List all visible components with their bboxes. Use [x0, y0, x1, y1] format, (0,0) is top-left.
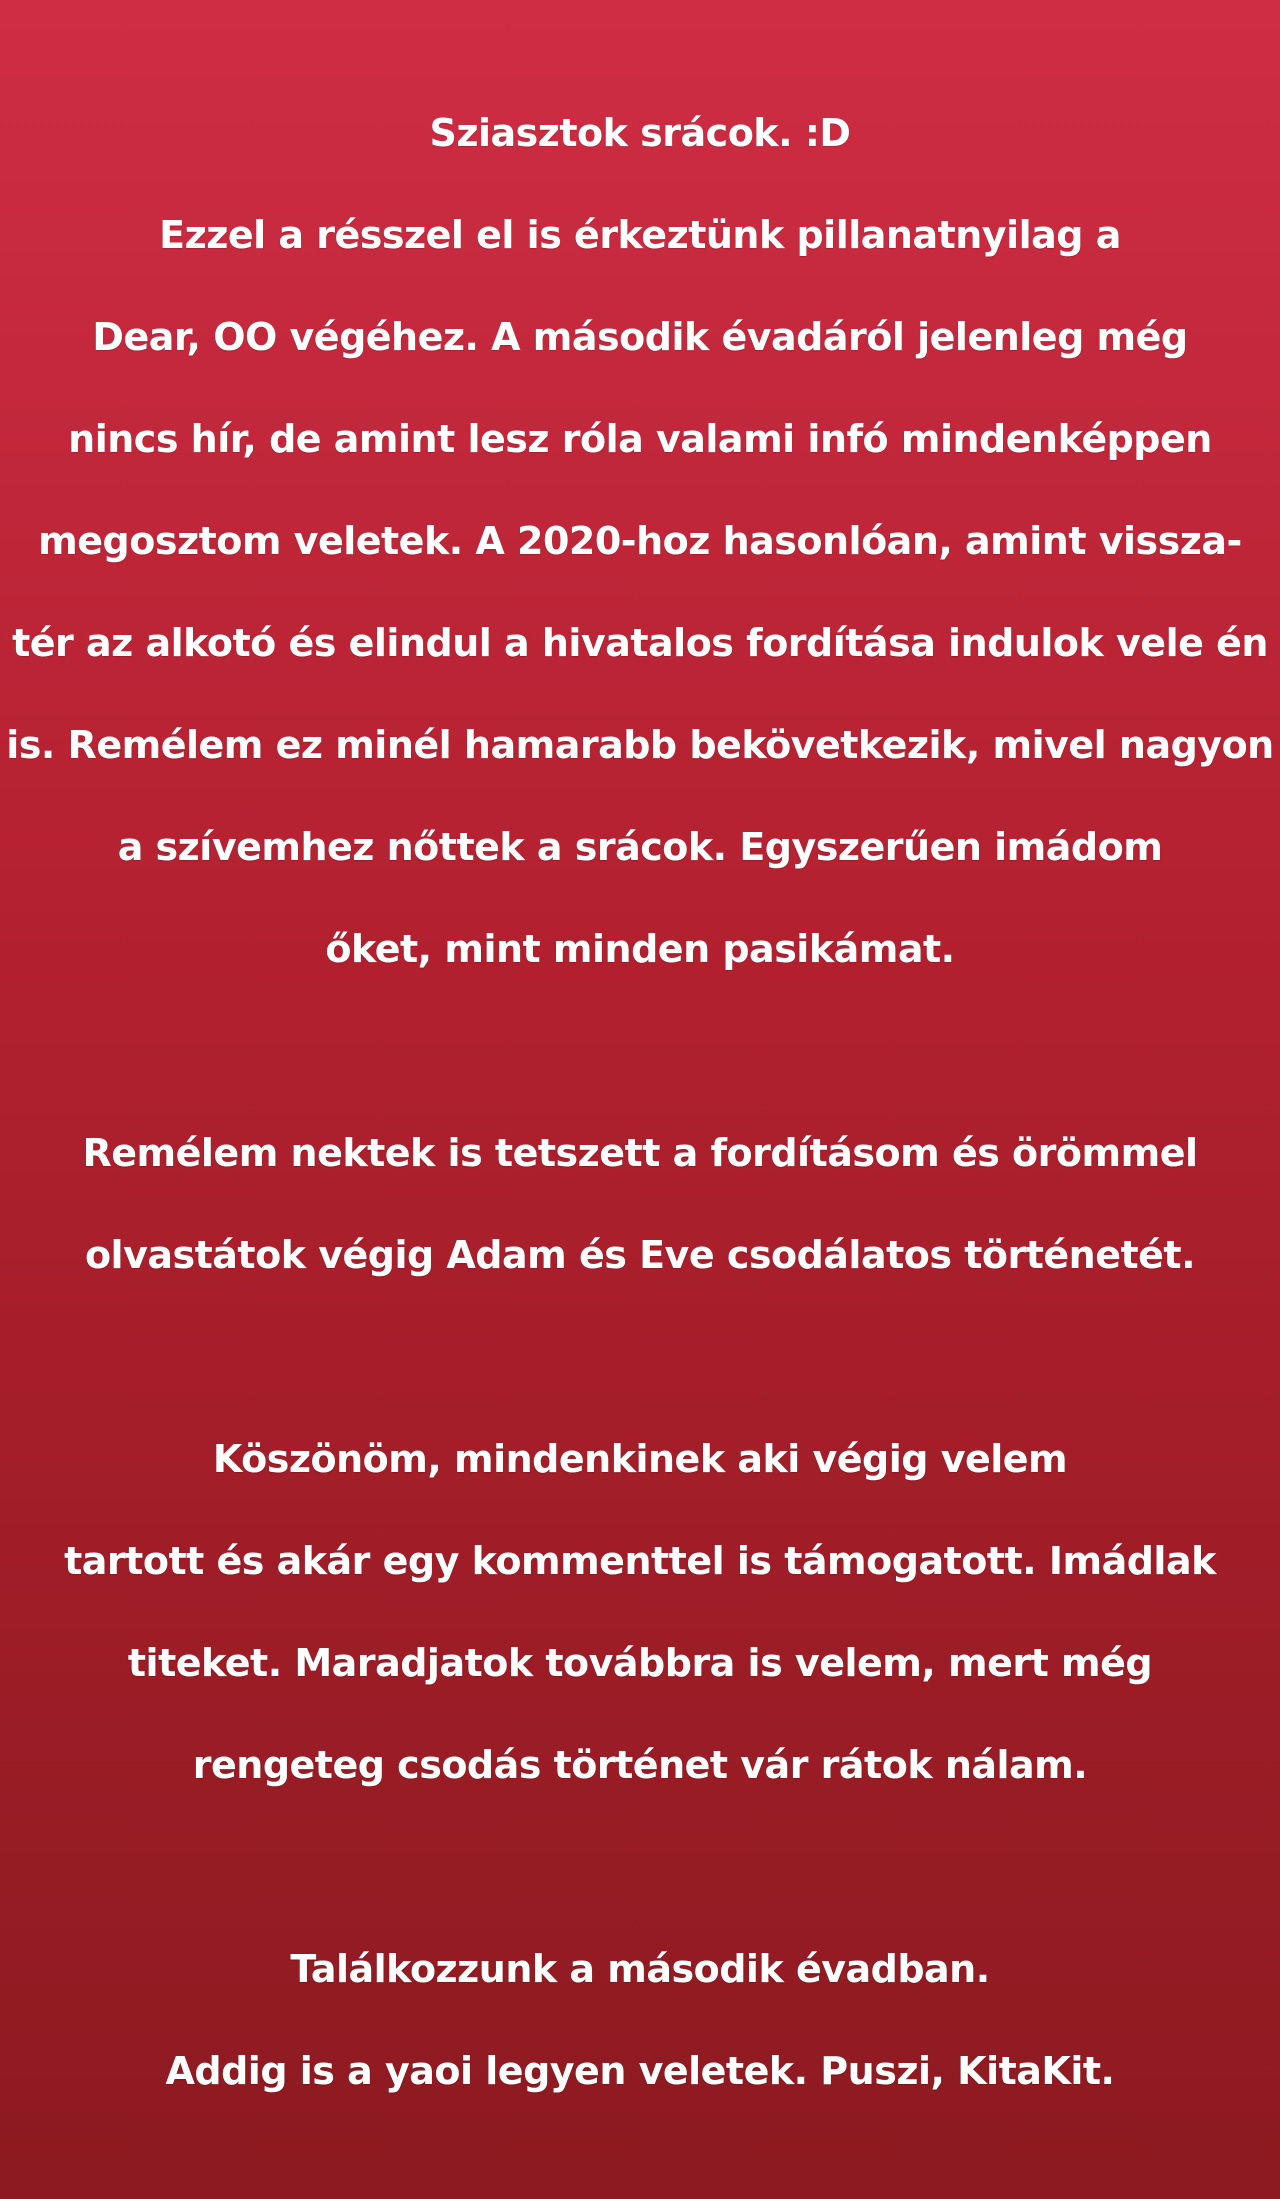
paragraph3-line-3: titeket. Maradjatok továbbra is velem, mert még — [127, 1641, 1153, 1685]
paragraph1-line-5: tér az alkotó és elindul a hivatalos fordítása indulok vele én — [12, 621, 1268, 665]
paragraph1-line-8: őket, mint minden pasikámat. — [325, 927, 955, 971]
greeting-line: Sziasztok srácok. :D — [429, 111, 851, 155]
closing-line-1: Találkozzunk a második évadban. — [290, 1947, 990, 1991]
paragraph1-line-3: nincs hír, de amint lesz róla valami infó mindenképpen — [68, 417, 1212, 461]
paragraph3-line-4: rengeteg csodás történet vár rátok nálam. — [192, 1743, 1088, 1787]
paragraph3-line-2: tartott és akár egy kommenttel is támogatott. Imádlak — [64, 1539, 1216, 1583]
paragraph1-line-2: Dear, OO végéhez. A második évadáról jelenleg még — [92, 315, 1188, 359]
paragraph3-line-1: Köszönöm, mindenkinek aki végig velem — [212, 1437, 1068, 1481]
paragraph2-line-1: Remélem nektek is tetszett a fordításom és örömmel — [82, 1131, 1198, 1175]
closing-line-2: Addig is a yaoi legyen veletek. Puszi, KitaKit. — [165, 2049, 1115, 2093]
paragraph-spacer — [0, 1000, 1280, 1102]
paragraph1-line-6: is. Remélem ez minél hamarabb bekövetkezik, mivel nagyon — [6, 723, 1274, 767]
paragraph1-line-4: megosztom veletek. A 2020-hoz hasonlóan, amint vissza- — [38, 519, 1242, 563]
paragraph-spacer — [0, 1306, 1280, 1408]
paragraph1-line-1: Ezzel a résszel el is érkeztünk pillanatnyilag a — [159, 213, 1121, 257]
paragraph1-line-7: a szívemhez nőttek a srácok. Egyszerűen imádom — [117, 825, 1163, 869]
paragraph2-line-2: olvastátok végig Adam és Eve csodálatos történetét. — [84, 1233, 1196, 1277]
paragraph-spacer — [0, 1816, 1280, 1918]
